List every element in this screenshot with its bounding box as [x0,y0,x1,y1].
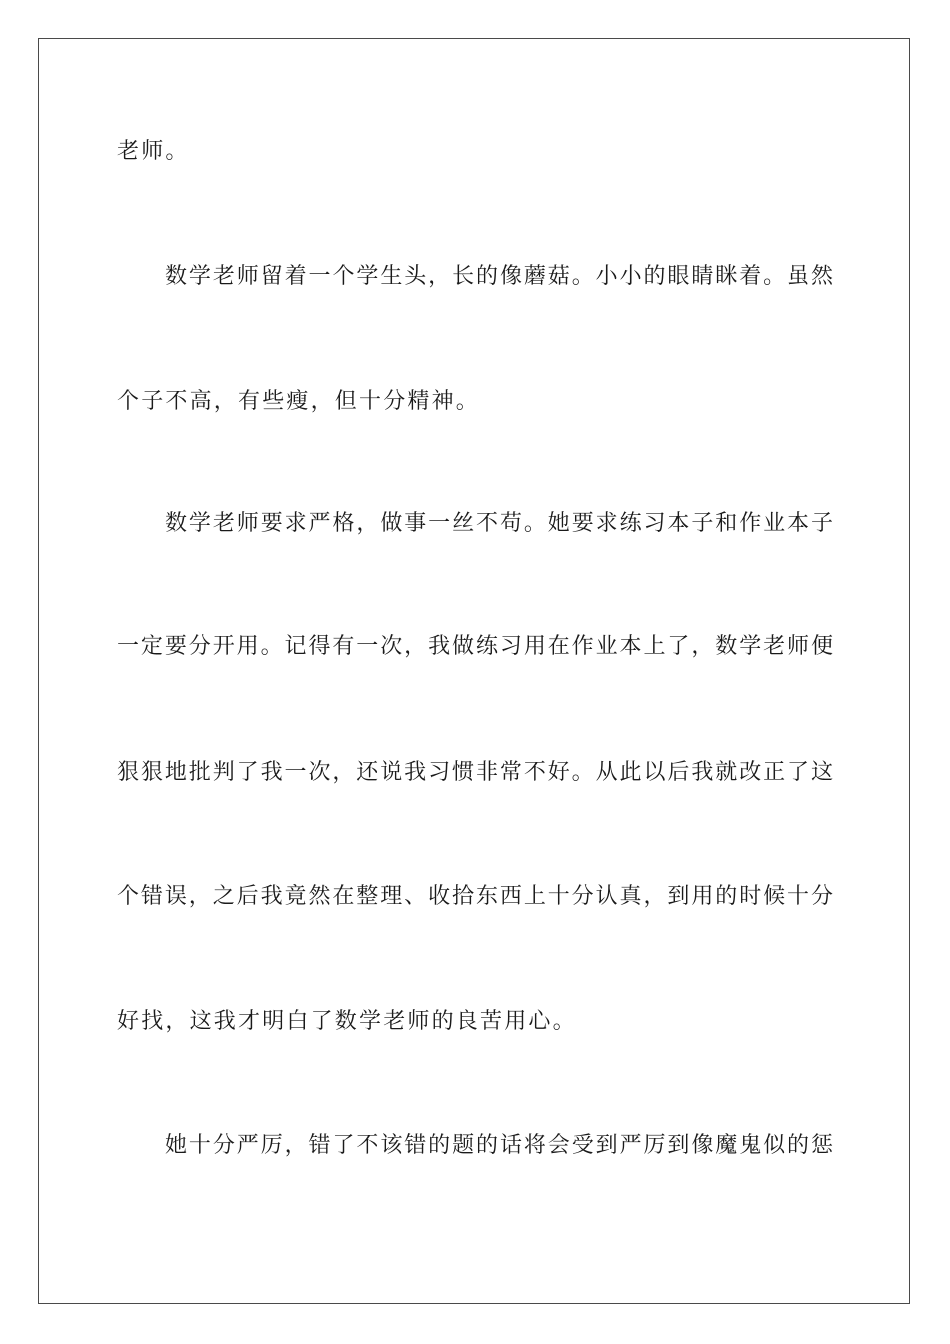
page-border [38,38,910,1304]
text-line-3: 个子不高，有些瘦，但十分精神。 [117,389,481,414]
text-line-2: 数学老师留着一个学生头，长的像蘑菇。小小的眼睛眯着。虽然 [165,264,833,289]
text-line-4: 数学老师要求严格，做事一丝不苟。她要求练习本子和作业本子 [165,511,833,536]
text-line-5: 一定要分开用。记得有一次，我做练习用在作业本上了，数学老师便 [117,634,833,659]
text-line-7: 个错误，之后我竟然在整理、收拾东西上十分认真，到用的时候十分 [117,884,833,909]
text-line-1: 老师。 [117,139,190,164]
text-line-9: 她十分严厉，错了不该错的题的话将会受到严厉到像魔鬼似的惩 [165,1133,833,1158]
text-line-6: 狠狠地批判了我一次，还说我习惯非常不好。从此以后我就改正了这 [117,760,833,785]
text-line-8: 好找，这我才明白了数学老师的良苦用心。 [117,1009,577,1034]
